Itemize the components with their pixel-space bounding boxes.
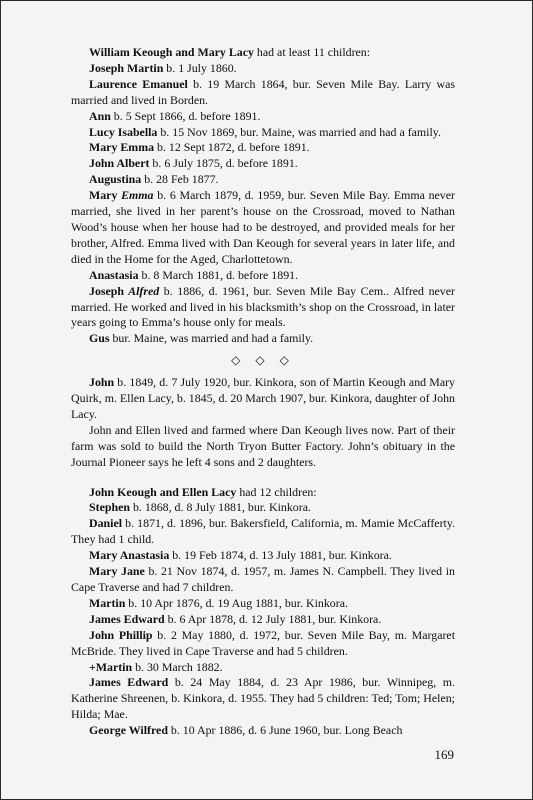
child-details: b. 30 March 1882. [132,659,223,674]
parents-names: John Keough and Ellen Lacy [89,484,237,499]
child-entry [71,109,455,125]
child-entry [71,125,455,141]
child-name: James Edward [89,611,165,626]
child-entry [71,268,455,284]
child-name: John Phillip [89,627,153,642]
family-intro-paragraph [71,485,455,501]
child-entry [71,596,455,612]
child-details: b. 19 Feb 1874, d. 13 July 1881, bur. Kinkora. [169,548,392,563]
child-details: b. 19 March 1864, bur. Seven Mile Bay. Larry was married and lived in Borden. [71,76,455,107]
child-entry [71,156,455,172]
child-name: Daniel [89,516,123,531]
child-entry [71,516,455,548]
child-entry [71,61,455,77]
child-name: +Martin [89,659,133,674]
child-name: Mary Anastasia [89,548,170,563]
child-entry [71,548,455,564]
child-details: b. 2 May 1880, d. 1972, bur. Seven Mile Bay, m. Margaret McBride. They lived in Cape Traverse and had 5 children. [71,627,456,658]
child-details: b. 15 Nov 1869, bur. Maine, was married and had a family. [157,124,441,139]
child-details: b. 1 July 1860. [163,60,237,75]
child-entry [71,284,455,332]
child-details: b. 10 Apr 1876, d. 19 Aug 1881, bur. Kinkora. [125,595,348,610]
child-details: b. 1886, d. 1961, bur. Seven Mile Bay Cem.. Alfred never married. He worked and lived in his blacksmith’s shop on the Crossroad, in later years going to Emma’s house only for meals. [71,283,455,330]
child-name: James Edward [89,675,169,690]
child-details: b. 28 Feb 1877. [141,172,219,187]
child-details: b. 24 May 1884, d. 23 Apr 1986, bur. Winnipeg, m. Katherine Shreenen, b. Kinkora, d. 1955. They had 5 children: Ted; Tom; Helen; Hilda; Mae. [71,675,456,722]
child-name: Lucy Isabella [89,124,158,139]
child-entry [71,331,455,347]
farm-history-paragraph: John and Ellen lived and farmed where Dan Keough lives now. Part of their farm was sold to build the North Tryon Butter Factory. John’s obituary in the Journal Pioneer says he left 4 sons and 2 daughters. [71,422,455,469]
child-details: b. 6 Apr 1878, d. 12 July 1881, bur. Kinkora. [164,611,382,626]
child-name: Anastasia [89,267,139,282]
child-details: b. 10 Apr 1886, d. 6 June 1960, bur. Long Beach [167,723,403,738]
child-name: Ann [89,108,111,123]
child-entry [71,188,455,268]
child-details: b. 1868, d. 8 July 1881, bur. Kinkora. [129,500,311,515]
child-details: bur. Maine, was married and had a family. [109,331,314,346]
child-name: Mary Emma [89,140,155,155]
child-name: Augustina [89,172,142,187]
child-details: b. 21 Nov 1874, d. 1957, m. James N. Campbell. They lived in Cape Traverse and had 7 children. [71,564,455,594]
child-name: Joseph [89,283,125,298]
child-details: b. 5 Sept 1866, d. before 1891. [110,108,261,123]
child-entry [71,660,455,676]
child-entry [71,723,455,739]
person-name: John [89,375,115,390]
child-entry [71,628,455,660]
child-entry [71,172,455,188]
biography-text: b. 1849, d. 7 July 1920, bur. Kinkora, son of Martin Keough and Mary Quirk, m. Ellen Lacy, b. 1845, d. 20 March 1907, bur. Kinkora, daughter of John Lacy. [71,375,455,421]
child-name: Martin [89,595,126,610]
child-details: b. 12 Sept 1872, d. before 1891. [154,140,310,155]
child-entry [71,500,455,516]
parents-names: William Keough and Mary Lacy [89,45,254,59]
child-name: Joseph Martin [89,60,164,75]
intro-text: had at least 11 children: [253,45,371,59]
child-entry [71,675,455,723]
child-entry [71,140,455,156]
child-name: Mary [89,188,118,203]
paragraph-gap [71,471,455,485]
page-text [71,45,455,739]
child-entry [71,612,455,628]
child-name: Mary Jane [89,564,145,579]
page-number: 169 [434,747,454,762]
child-name-italic: Emma [117,188,154,203]
intro-text: had 12 children: [236,484,317,499]
section-divider-ornament: ◇ ◇ ◇ [231,353,295,368]
child-name: Stephen [89,500,130,515]
child-entry [71,564,455,596]
child-entry [71,77,455,109]
child-details: b. 8 March 1881, d. before 1891. [138,267,299,282]
john-biography-paragraph [71,375,455,423]
child-details: b. 1871, d. 1896, bur. Bakersfield, California, m. Mamie McCafferty. They had 1 child. [71,516,455,547]
child-details: b. 6 July 1875, d. before 1891. [149,156,298,171]
child-name: George Wilfred [89,723,168,738]
child-name: Gus [89,331,110,346]
family-intro-paragraph [71,45,455,61]
child-name-italic: Alfred [124,283,160,298]
child-name: Laurence Emanuel [89,76,188,91]
child-details: b. 6 March 1879, d. 1959, bur. Seven Mile Bay. Emma never married, she lived in her parent’s house on the Crossroad, moved to Nathan Wood’s house when her house had to be destroyed, and provided meals for her brother, Alfred. Emma lived with Dan Keough for several years in later life, and died in the Home for the Aged, Charlottetown. [71,188,455,266]
child-name: John Albert [89,156,150,171]
